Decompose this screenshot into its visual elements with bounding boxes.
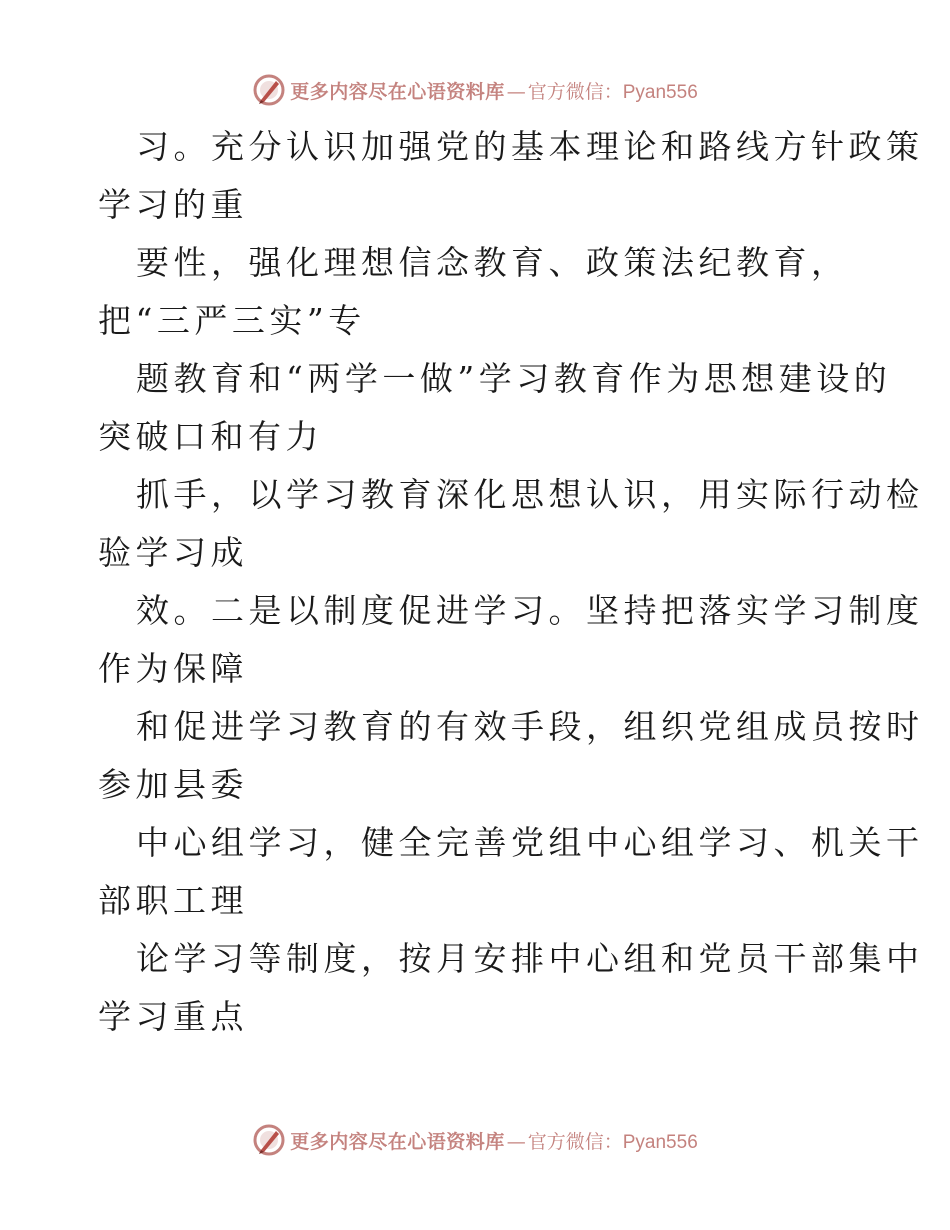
body-line: 作为保障 <box>98 649 248 688</box>
body-line: 题教育和“两学一做”学习教育作为思想建设的 <box>136 359 892 398</box>
header-banner-wechat-id: Pyan556 <box>622 81 698 103</box>
body-line: 参加县委 <box>98 765 248 804</box>
body-line: 验学习成 <box>98 533 248 572</box>
footer-banner-main-text: 更多内容尽在心语资料库 <box>290 1130 505 1153</box>
body-line: 要性，强化理想信念教育、政策法纪教育， <box>136 243 849 282</box>
footer-banner <box>0 1120 950 1160</box>
footer-banner-text <box>290 1127 698 1154</box>
footer-banner-wechat-id: Pyan556 <box>622 1131 698 1153</box>
header-banner-separator: — <box>506 80 526 103</box>
footer-banner-wechat-label: 官方微信： <box>527 1130 623 1153</box>
quill-pen-logo-icon <box>252 1123 286 1157</box>
footer-banner-separator: — <box>506 1130 526 1153</box>
header-banner-wechat-label: 官方微信： <box>527 80 623 103</box>
body-line: 和促进学习教育的有效手段，组织党组成员按时 <box>136 707 924 746</box>
body-line: 习。充分认识加强党的基本理论和路线方针政策 <box>136 127 924 166</box>
body-line: 学习的重 <box>98 185 248 224</box>
header-banner-text <box>290 77 698 104</box>
body-line: 抓手，以学习教育深化思想认识，用实际行动检 <box>136 475 924 514</box>
quill-pen-logo-icon <box>252 73 286 107</box>
body-line: 把“三严三实”专 <box>98 301 366 340</box>
body-line: 论学习等制度，按月安排中心组和党员干部集中 <box>136 939 924 978</box>
body-line: 学习重点 <box>98 997 248 1036</box>
header-banner <box>0 70 950 110</box>
body-line: 中心组学习，健全完善党组中心组学习、机关干 <box>136 823 924 862</box>
document-body <box>98 118 924 1046</box>
body-line: 部职工理 <box>98 881 248 920</box>
header-banner-main-text: 更多内容尽在心语资料库 <box>290 80 505 103</box>
body-line: 效。二是以制度促进学习。坚持把落实学习制度 <box>136 591 924 630</box>
body-line: 突破口和有力 <box>98 417 323 456</box>
